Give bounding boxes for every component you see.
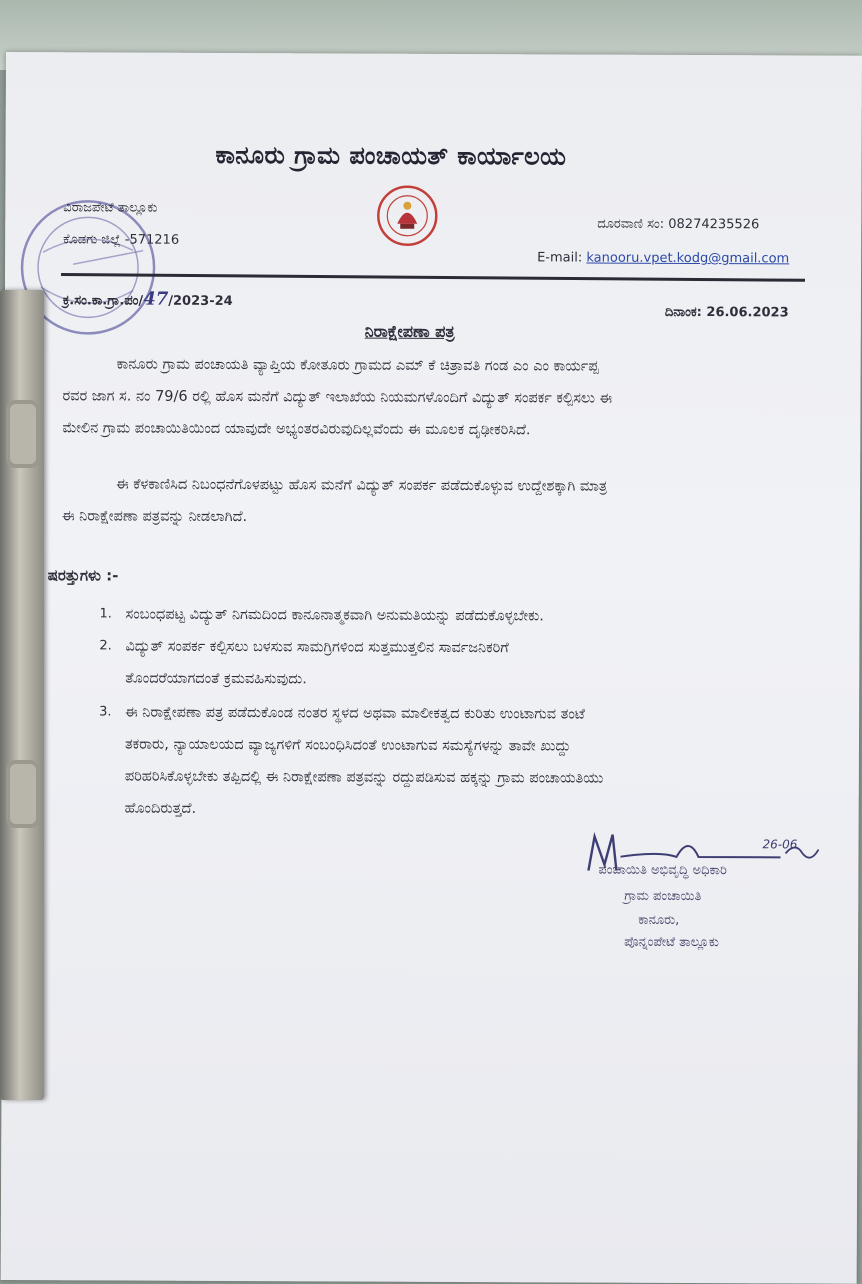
karnataka-emblem-icon bbox=[367, 184, 447, 248]
letter-sheet bbox=[1, 52, 862, 1284]
clip-ring bbox=[6, 760, 40, 828]
signatory-village: ಕಾನೂರು, bbox=[638, 912, 680, 928]
para1-line3: ಮೇಲಿನ ಗ್ರಾಮ ಪಂಚಾಯಿತಿಯಿಂದ ಯಾವುದೇ ಅಭ್ಯಂತರವಿರುವುದಿಲ್ಲವೆಂದು ಈ ಮೂಲಕ ದೃಢೀಕರಿಸಿದೆ. bbox=[62, 420, 531, 439]
office-title: ಕಾನೂರು ಗ್ರಾಮ ಪಂಚಾಯತ್ ಕಾರ್ಯಾಲಯ bbox=[215, 140, 567, 171]
clip-ring bbox=[6, 400, 40, 468]
condition-3-line: ಈ ನಿರಾಕ್ಷೇಪಣಾ ಪತ್ರ ಪಡೆದುಕೊಂಡ ನಂತರ ಸ್ಥಳದ ಅಥವಾ ಮಾಲೀಕತ್ವದ ಕುರಿತು ಉಂಟಾಗುವ ತಂಟೆ bbox=[125, 704, 585, 723]
letter-date: ದಿನಾಂಕ: 26.06.2023 bbox=[664, 304, 789, 321]
signatory-office: ಗ್ರಾಮ ಪಂಚಾಯಿತಿ bbox=[624, 888, 702, 905]
para1-line1: ಕಾನೂರು ಗ್ರಾಮ ಪಂಚಾಯತಿ ವ್ಯಾಪ್ತಿಯ ಕೋತೂರು ಗ್ರಾಮದ ಎಮ್ ಕೆ ಚಿತ್ರಾವತಿ ಗಂಡ ಎಂ ಎಂ ಕಾರ್ಯಪ್ಪ bbox=[116, 356, 599, 375]
file-clip bbox=[0, 290, 44, 1100]
ref-suffix: /2023-24 bbox=[168, 293, 233, 309]
condition-3-line: ತಕರಾರು, ನ್ಯಾಯಾಲಯದ ವ್ಯಾಜ್ಯಗಳಿಗೆ ಸಂಬಂಧಿಸಿದಂತೆ ಉಂಟಾಗುವ ಸಮಸ್ಯೆಗಳನ್ನು ತಾವೇ ಖುದ್ದು bbox=[124, 736, 571, 755]
para2-line1: ಈ ಕೆಳಕಾಣಿಸಿದ ನಿಬಂಧನೆಗೊಳಪಟ್ಟು ಹೊಸ ಮನೆಗೆ ವಿದ್ಯುತ್ ಸಂಪರ್ಕ ಪಡೆದುಕೊಳ್ಳುವ ಉದ್ದೇಶಕ್ಕಾಗಿ ಮಾತ್ರ bbox=[116, 476, 608, 495]
letter-subject: ನಿರಾಕ್ಷೇಪಣಾ ಪತ್ರ bbox=[364, 321, 455, 341]
ref-prefix: ಕ್ರ.ಸಂ.ಕಾ.ಗ್ರಾ.ಪಂ/ bbox=[62, 293, 144, 309]
email-label: E-mail: bbox=[537, 250, 583, 266]
district-address: ಕೊಡಗು ಜಿಲ್ಲೆ -571216 bbox=[63, 232, 180, 248]
condition-3-line: ಪರಿಹರಿಸಿಕೊಳ್ಳಬೇಕು ತಪ್ಪಿದಲ್ಲಿ ಈ ನಿರಾಕ್ಷೇಪಣಾ ಪತ್ರವನ್ನು ರದ್ದುಪಡಿಸುವ ಹಕ್ಕನ್ನು ಗ್ರಾಮ ಪಂಚಾಯತಿಯು bbox=[124, 768, 604, 787]
taluk-address: ವಿರಾಜಪೇಟೆ ತಾಲ್ಲೂಕು bbox=[63, 200, 158, 216]
para1-line2: ರವರ ಜಾಗ ಸ. ನಂ 79/6 ರಲ್ಲಿ ಹೊಸ ಮನೆಗೆ ವಿದ್ಯುತ್ ಇಲಾಖೆಯ ನಿಯಮಗಳೊಂದಿಗೆ ವಿದ್ಯುತ್ ಸಂಪರ್ಕ ಕಲ್ಪಿಸಲು ಈ bbox=[62, 388, 613, 407]
conditions-heading: ಷರತ್ತುಗಳು :- bbox=[47, 566, 119, 585]
condition-2-line: ವಿದ್ಯುತ್ ಸಂಪರ್ಕ ಕಲ್ಪಿಸಲು ಬಳಸುವ ಸಾಮಗ್ರಿಗಳಿಂದ ಸುತ್ತಮುತ್ತಲಿನ ಸಾರ್ವಜನಿಕರಿಗೆ bbox=[125, 638, 509, 657]
header-divider bbox=[61, 273, 805, 282]
reference-number bbox=[63, 288, 233, 310]
condition-1-line: ಸಂಬಂಧಪಟ್ಟ ವಿದ್ಯುತ್ ನಿಗಮದಿಂದ ಕಾನೂನಾತ್ಮಕವಾಗಿ ಅನುಮತಿಯನ್ನು ಪಡೆದುಕೊಳ್ಳಬೇಕು. bbox=[125, 606, 544, 625]
condition-2-line: ತೊಂದರೆಯಾಗದಂತೆ ಕ್ರಮವಹಿಸುವುದು. bbox=[125, 670, 307, 688]
email-link[interactable]: kanooru.vpet.kodg@gmail.com bbox=[586, 250, 790, 267]
phone-number: ದೂರವಾಣಿ ಸಂ: 08274235526 bbox=[597, 216, 760, 233]
signatory-designation: ಪಂಚಾಯಿತಿ ಅಭಿವೃದ್ಧಿ ಅಧಿಕಾರಿ bbox=[598, 862, 727, 879]
ref-handwritten-number: 47 bbox=[143, 288, 169, 310]
condition-3-line: ಹೊಂದಿರುತ್ತದೆ. bbox=[124, 800, 197, 817]
condition-number: 1. bbox=[99, 606, 112, 622]
signature-date: 26-06 bbox=[762, 837, 798, 852]
para2-line2: ಈ ನಿರಾಕ್ಷೇಪಣಾ ಪತ್ರವನ್ನು ನೀಡಲಾಗಿದೆ. bbox=[61, 508, 248, 526]
condition-number: 2. bbox=[99, 638, 112, 654]
handwritten-signature bbox=[580, 827, 860, 888]
signatory-taluk: ಪೊನ್ನಂಪೇಟೆ ತಾಲ್ಲೂಕು bbox=[624, 934, 719, 951]
condition-number: 3. bbox=[99, 704, 112, 720]
email-line bbox=[537, 250, 789, 266]
